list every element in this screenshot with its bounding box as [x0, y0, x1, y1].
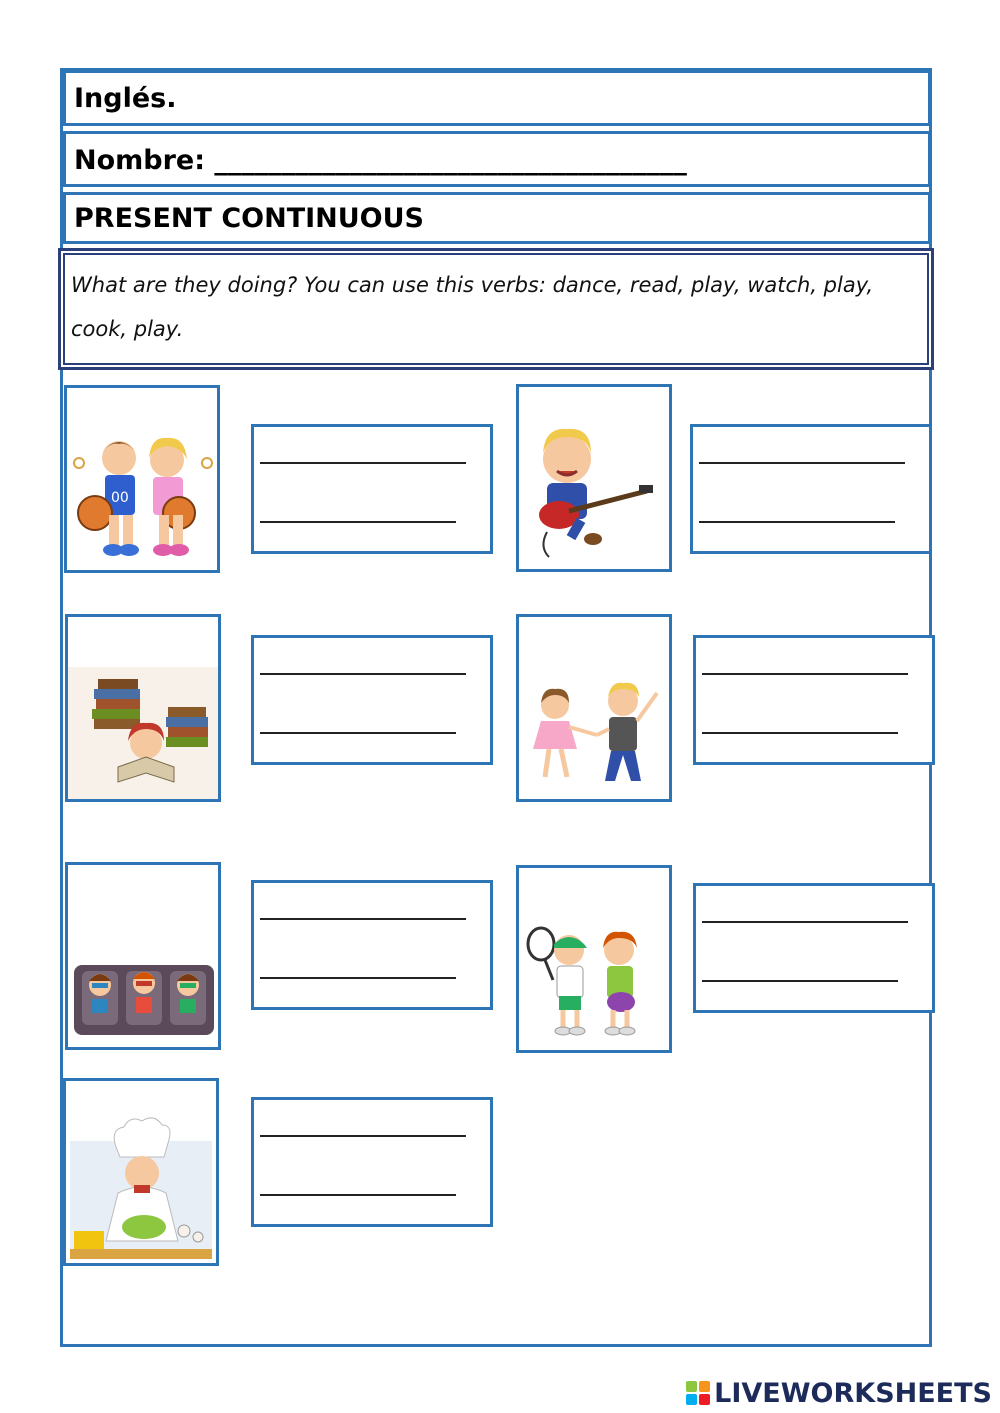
- picture-watching: [65, 862, 221, 1050]
- answer-line[interactable]: [702, 732, 898, 734]
- answer-line[interactable]: [699, 462, 905, 464]
- logo-text: LIVEWORKSHEETS: [714, 1377, 992, 1409]
- subject-row: [63, 70, 931, 126]
- answer-line[interactable]: [260, 521, 456, 523]
- answer-box-2[interactable]: [690, 424, 932, 554]
- picture-basketball: [64, 385, 220, 573]
- logo-block: [699, 1381, 710, 1392]
- answer-line[interactable]: [260, 673, 466, 675]
- picture-reading: [65, 614, 221, 802]
- basketball-kids-illustration: [67, 388, 217, 570]
- liveworksheets-logo: [686, 1376, 992, 1410]
- topic-row: [63, 192, 931, 244]
- answer-line[interactable]: [702, 980, 898, 982]
- logo-block: [686, 1381, 697, 1392]
- picture-tennis: [516, 865, 672, 1053]
- guitar-boy-illustration: [519, 387, 669, 569]
- watching-movie-illustration: [68, 865, 218, 1047]
- topic-title: PRESENT CONTINUOUS: [74, 203, 424, 234]
- logo-block: [699, 1394, 710, 1405]
- answer-line[interactable]: [699, 521, 895, 523]
- answer-box-7[interactable]: [251, 1097, 493, 1227]
- answer-line[interactable]: [260, 732, 456, 734]
- answer-box-4[interactable]: [693, 635, 935, 765]
- name-row: [63, 131, 931, 187]
- subject-title: Inglés.: [74, 83, 177, 114]
- instructions-box: [58, 248, 934, 370]
- answer-line[interactable]: [260, 462, 466, 464]
- answer-box-3[interactable]: [251, 635, 493, 765]
- logo-blocks-icon: [686, 1381, 710, 1405]
- answer-box-5[interactable]: [251, 880, 493, 1010]
- reading-girl-illustration: [68, 617, 218, 799]
- answer-line[interactable]: [260, 1135, 466, 1137]
- answer-line[interactable]: [260, 1194, 456, 1196]
- chef-cooking-illustration: [66, 1081, 216, 1263]
- answer-box-6[interactable]: [693, 883, 935, 1013]
- picture-cooking: [63, 1078, 219, 1266]
- answer-line[interactable]: [260, 918, 466, 920]
- svg-text:00: 00: [111, 490, 129, 506]
- answer-line[interactable]: [260, 977, 456, 979]
- name-label: Nombre: ___________________________________: [74, 145, 687, 176]
- logo-block: [686, 1394, 697, 1405]
- answer-box-1[interactable]: [251, 424, 493, 554]
- answer-line[interactable]: [702, 921, 908, 923]
- tennis-kids-illustration: [519, 868, 669, 1050]
- picture-guitar: [516, 384, 672, 572]
- dancing-kids-illustration: [519, 617, 669, 799]
- answer-line[interactable]: [702, 673, 908, 675]
- picture-dancing: [516, 614, 672, 802]
- instructions-text: What are they doing? You can use this verbs: dance, read, play, watch, play, cook, play.: [71, 273, 874, 341]
